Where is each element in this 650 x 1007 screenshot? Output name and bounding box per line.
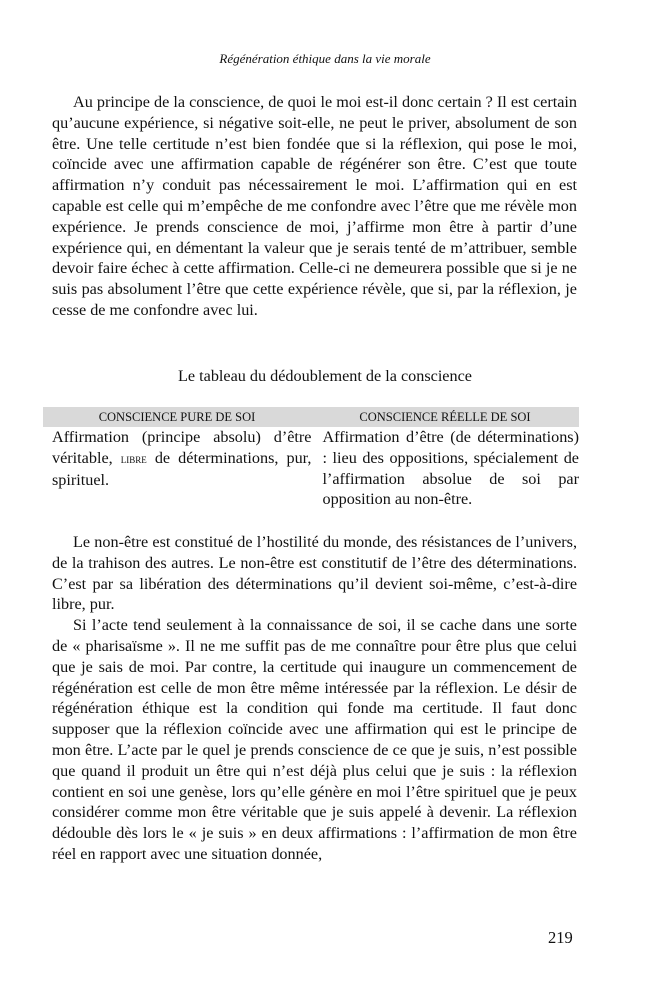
body-text-bottom xyxy=(52,532,577,865)
table-cell-pure xyxy=(43,427,317,510)
table-header-pure: CONSCIENCE PURE DE SOI xyxy=(98,409,256,424)
page-number: 219 xyxy=(548,928,573,947)
paragraph: Si l’acte tend seulement à la connaissance de soi, il se cache dans une sorte de « pharisaïsme ». Il ne me suffit pas de me connaître pour être plus que celui que je sais de moi. Par contre, la certitude qui inaugure un commencement de régénération est celle de mon être même intéressée par la réflexion. Le désir de régénération éthique est la condition qui fonde ma certitude. Il faut donc supposer que la réflexion coïncide avec une affirmation qui est le principe de mon être. L’acte par le quel je prends conscience de ce que je suis, n’est possible que quand il produit un être qui n’est déjà plus celui que je suis : la réflexion contient en soi une genèse, lors qu’elle génère en moi l’être spirituel que je peux considérer comme mon être véritable que je suis appelé à devenir. La réflexion dédouble dès lors le « je suis » en deux affirmations : l’affirmation de mon être réel en rapport avec une situation donnée, xyxy=(52,616,577,863)
table-cell-real: Affirmation d’être (de déterminations) : lieu des oppositions, spécialement de l’affirmation absolue de soi par opposition au non-être. xyxy=(322,428,579,509)
cell-text: de déterminations, pur, spirituel. xyxy=(52,448,312,489)
paragraph: Le non-être est constitué de l’hostilité du monde, des résistances de l’univers, de la trahison des autres. Le non-être est constitutif de l’être des déterminations. C’est par sa libération des déterminations qu’il devient soi-même, c’est-à-dire libre, pur. xyxy=(52,533,577,614)
paragraph: Au principe de la conscience, de quoi le moi est-il donc certain ? Il est certain qu’aucune expérience, si négative soit-elle, ne peut le priver, absolument de son être. Une telle certitude n’est bien fondée que si la réflexion, qui pose le moi, coïncide avec une affirmation capable de régénérer son être. C’est que toute affirmation n’y conduit pas nécessairement le moi. L’affirmation qui en est capable est celle qui m’empêche de me confondre avec l’être que me révèle mon expérience. Je prends conscience de moi, j’affirme mon être à partir d’une expérience qui, en démentant la valeur que je serais tenté de m’attribuer, semble devoir faire échec à cette affirmation. Celle-ci ne demeurera possible que si je ne suis pas absolument l’être que cette expérience révèle, que si, par la réflexion, je cesse de me confondre avec lui. xyxy=(52,93,577,319)
running-head: Régénération éthique dans la vie morale xyxy=(219,51,431,66)
table-row xyxy=(43,427,579,510)
consciousness-table xyxy=(43,407,579,510)
cell-smallcaps-text: libre xyxy=(120,450,147,466)
table-title: Le tableau du dédoublement de la conscience xyxy=(178,367,472,385)
cell-text: Affirmation (principe absolu) d’être véritable, xyxy=(52,428,312,467)
body-text-top xyxy=(52,92,577,321)
table-header-row xyxy=(43,407,579,427)
table-header-real: CONSCIENCE RÉELLE DE SOI xyxy=(359,409,531,424)
